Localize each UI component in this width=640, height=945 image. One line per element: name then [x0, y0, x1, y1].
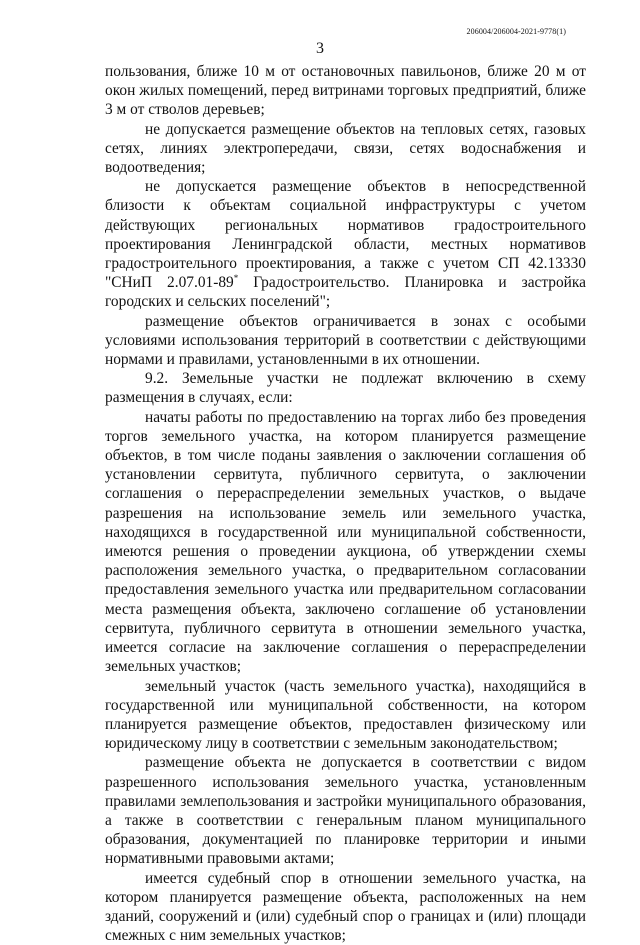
paragraph-6: начаты работы по предоставлению на торгах либо без проведения торгов земельного участка, на котором планируется размещение объектов, в том числе поданы заявления о заключении соглашения об установлении сервитута, публичного сервитута, о заключении соглашения о перераспределении земельных участков, о выдаче разрешения на использование земель или земельного участка, находящихся в государственной или муниципальной собственности, имеются решения о проведении аукциона, об утверждении схемы расположения земельного участка, о предварительном согласовании предоставления земельного участка или предварительном согласовании места размещения объекта, заключено соглашение об установлении сервитута, публичного сервитута в отношении земельного участка, имеется согласие на заключение соглашения о перераспределении земельных участков;	[105, 408, 586, 676]
paragraph-1: пользования, ближе 10 м от остановочных павильонов, ближе 20 м от окон жилых помещений, перед витринами торговых предприятий, ближе 3 м от стволов деревьев;	[105, 63, 586, 119]
paragraph-3-text: не допускается размещение объектов в непосредственной близости к объектам социальной инфраструктуры с учетом действующих региональных нормативов градостроительного проектирования Ленинградской области, местных нормативов градостроительного проектирования, а также с учетом СП 42.13330 "СНиП 2.07.01-89	[105, 178, 586, 292]
paragraph-5: 9.2. Земельные участки не подлежат включению в схему размещения в случаях, если:	[105, 370, 586, 407]
paragraph-7: земельный участок (часть земельного участка), находящийся в государственной или муниципальной собственности, на котором планируется размещение объектов, предоставлен физическому или юридическому лицу в соответствии с земельным законодательством;	[105, 677, 586, 753]
paragraph-3	[105, 177, 586, 311]
paragraph-3-tail: Градостроительство. Планировка и застройка городских и сельских поселений";	[105, 274, 586, 311]
page-number: 3	[316, 40, 324, 57]
document-code: 206004/206004-2021-9778(1)	[466, 27, 566, 36]
paragraph-4: размещение объектов ограничивается в зонах с особыми условиями использования территорий в соответствии с действующими нормами и правилами, установленными в их отношении.	[105, 312, 586, 369]
document-body	[105, 62, 586, 945]
footnote-marker: *	[233, 273, 239, 284]
paragraph-9: имеется судебный спор в отношении земельного участка, на котором планируется размещение объекта, расположенных на нем зданий, сооружений и (или) судебный спор о границах и (или) площади смежных с ним земельных участков;	[105, 869, 586, 945]
paragraph-8: размещение объекта не допускается в соответствии с видом разрешенного использования земельного участка, установленным правилами землепользования и застройки муниципального образования, а также в соответствии с генеральным планом муниципального образования, документацией по планировке территории и иными нормативными правовыми актами;	[105, 754, 586, 868]
paragraph-2: не допускается размещение объектов на тепловых сетях, газовых сетях, линиях электропередачи, связи, сетях водоснабжения и водоотведения;	[105, 120, 586, 177]
